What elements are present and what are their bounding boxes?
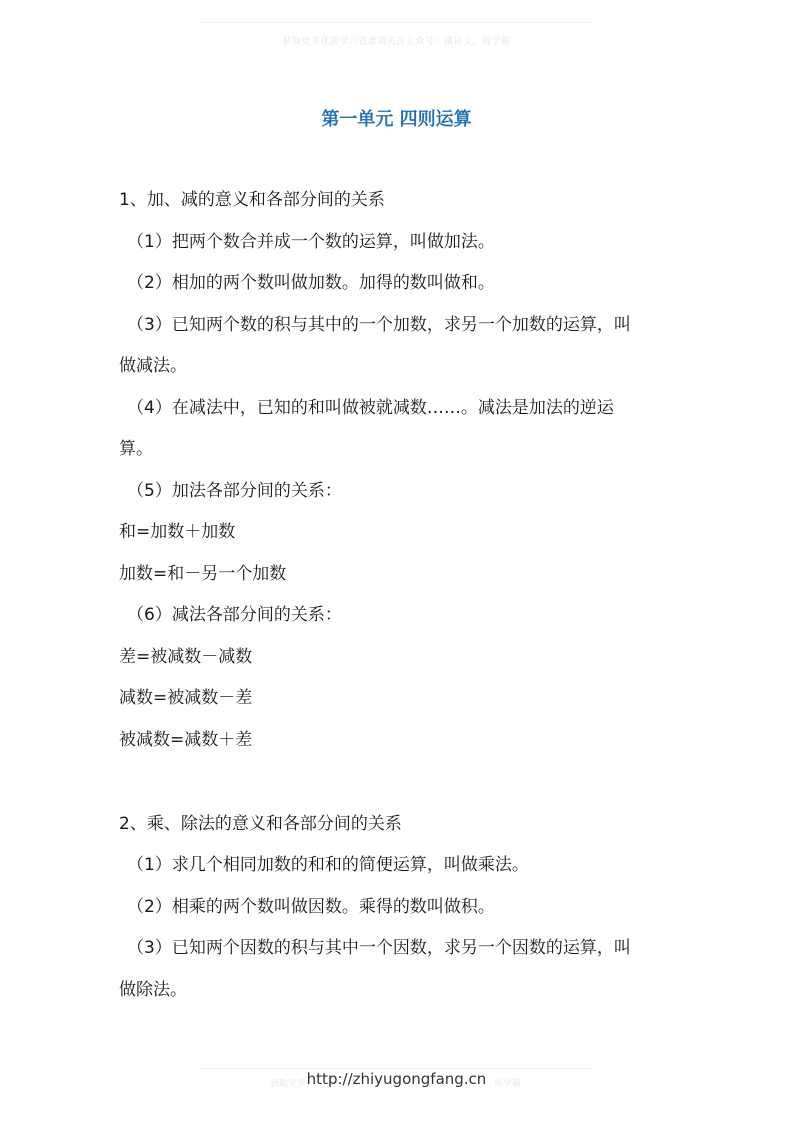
footer-watermark-right: 稀学霸 — [494, 1079, 522, 1089]
formula-line: 加数=和－另一个加数 — [119, 564, 287, 584]
section-1-line: 算。 — [119, 439, 153, 459]
page-title: 第一单元 四则运算 — [321, 109, 472, 130]
section-1-line: （3）已知两个数的积与其中的一个加数，求另一个加数的运算，叫 — [127, 315, 631, 335]
section-1-line: 做减法。 — [119, 356, 187, 376]
section-1-line: （6）减法各部分间的关系： — [127, 605, 342, 625]
section-1-line: （1）把两个数合并成一个数的运算，叫做加法。 — [127, 232, 495, 252]
footer-url-link[interactable]: http://zhiyugongfang.cn — [306, 1070, 487, 1088]
formula-line: 减数=被减数－差 — [119, 688, 253, 708]
section-1-line: （2）相加的两个数叫做加数。加得的数叫做和。 — [127, 273, 495, 293]
formula-line: 差=被减数－减数 — [119, 647, 253, 667]
footer-rule — [200, 1068, 593, 1069]
section-2-line: （1）求几个相同加数的和和的简便运算，叫做乘法。 — [127, 855, 529, 875]
section-1-heading: 1、加、减的意义和各部分间的关系 — [119, 190, 385, 210]
section-2-line: （2）相乘的两个数叫做因数。乘得的数叫做积。 — [127, 897, 495, 917]
formula-line: 和=加数＋加数 — [119, 522, 236, 542]
formula-line: 被减数=减数＋差 — [119, 730, 253, 750]
header-rule — [200, 22, 593, 23]
footer-watermark-left: 获取更多 — [270, 1079, 307, 1089]
header-watermark: 获取更多优质学习资源请关注公众号：稀语文，稀学霸 — [282, 37, 511, 47]
section-2-line: （3）已知两个因数的积与其中一个因数，求另一个因数的运算，叫 — [127, 938, 631, 958]
section-1-line: （5）加法各部分间的关系： — [127, 481, 342, 501]
section-2-heading: 2、乘、除法的意义和各部分间的关系 — [119, 814, 402, 834]
section-2-line: 做除法。 — [119, 980, 187, 1000]
section-1-line: （4）在减法中，已知的和叫做被就减数……。减法是加法的逆运 — [127, 398, 614, 418]
